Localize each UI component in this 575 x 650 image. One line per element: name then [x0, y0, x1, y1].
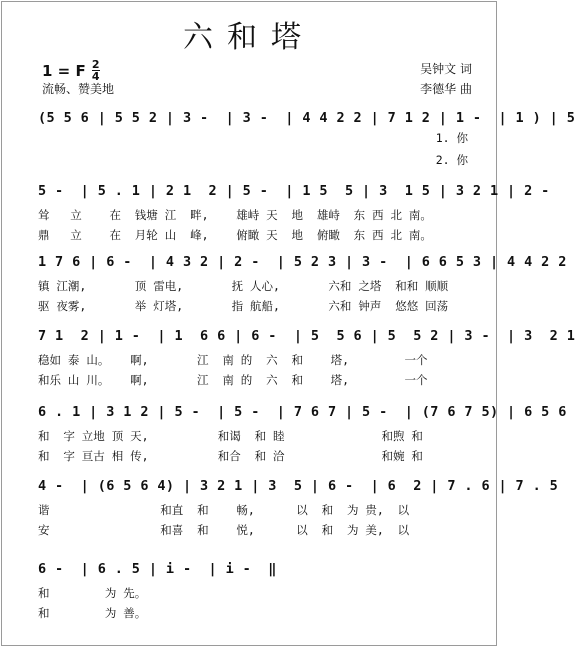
lyric-verse-2: 安 和喜 和 悦, 以 和 为 美, 以	[38, 523, 410, 537]
time-signature	[92, 59, 100, 82]
lyric-verse-1: 稳如 泰 山。 啊, 江 南 的 六 和 塔, 一个	[38, 353, 428, 367]
notation-line: 4 - | (6 5 6 4) | 3 2 1 | 3 5 | 6 - | 6 2 | 7 . 6 | 7 . 5	[38, 478, 559, 494]
lyric-verse-2: 和 为 善。	[38, 606, 147, 620]
song-title: 六和塔	[183, 20, 315, 55]
lyric-verse-1: 和 为 先。	[38, 586, 147, 600]
verse-1-pickup: 1. 你	[435, 131, 468, 145]
notation-line: 7 1 2 | 1 - | 1 6 6 | 6 - | 5 5 6 | 5 5 2 | 3 - | 3 2 1	[38, 328, 575, 344]
lyric-verse-2: 鼎 立 在 月轮 山 峰, 俯瞰 天 地 俯瞰 东 西 北 南。	[38, 228, 432, 242]
tempo-marking: 流畅、赞美地	[42, 82, 115, 96]
key-label: 1 = F	[42, 61, 86, 80]
score-page	[1, 1, 575, 646]
lyric-verse-1: 耸 立 在 钱塘 江 畔, 雄峙 天 地 雄峙 东 西 北 南。	[38, 208, 432, 222]
notation-line: (5 5 6 | 5 5 2 | 3 - | 3 - | 4 4 2 2 | 7 1 2 | 1 - | 1 ) | 5	[38, 110, 575, 126]
verse-2-pickup: 2. 你	[435, 153, 468, 167]
lyric-verse-2: 驱 夜雾, 举 灯塔, 指 航船, 六和 钟声 悠悠 回荡	[38, 299, 449, 313]
notation-line: 6 . 1 | 3 1 2 | 5 - | 5 - | 7 6 7 | 5 - | (7 6 7 5) | 6 5 6	[38, 404, 567, 420]
composer-credit: 李德华 曲	[420, 82, 472, 96]
notation-line: 5 - | 5 . 1 | 2 1 2 | 5 - | 1 5 5 | 3 1 5 | 3 2 1 | 2 -	[38, 183, 550, 199]
lyric-verse-1: 镇 江潮, 顶 雷电, 抚 人心, 六和 之塔 和和 顺顺	[38, 279, 449, 293]
notation-line: 1 7 6 | 6 - | 4 3 2 | 2 - | 5 2 3 | 3 - | 6 6 5 3 | 4 4 2 2	[38, 254, 567, 270]
lyric-verse-1: 谐 和直 和 畅, 以 和 为 贵, 以	[38, 503, 410, 517]
lyricist-credit: 吴钟文 词	[420, 62, 472, 76]
lyric-verse-1: 和 字 立地 顶 天, 和谒 和 睦 和煦 和	[38, 429, 423, 443]
notation-line: 6 - | 6 . 5 | i - | i - ‖	[38, 561, 277, 577]
lyric-verse-2: 和 字 亘古 相 传, 和合 和 洽 和婉 和	[38, 449, 423, 463]
lyric-verse-2: 和乐 山 川。 啊, 江 南 的 六 和 塔, 一个	[38, 373, 428, 387]
time-numerator: 2	[91, 58, 100, 71]
time-denominator: 4	[91, 70, 100, 83]
key-signature	[42, 59, 100, 82]
